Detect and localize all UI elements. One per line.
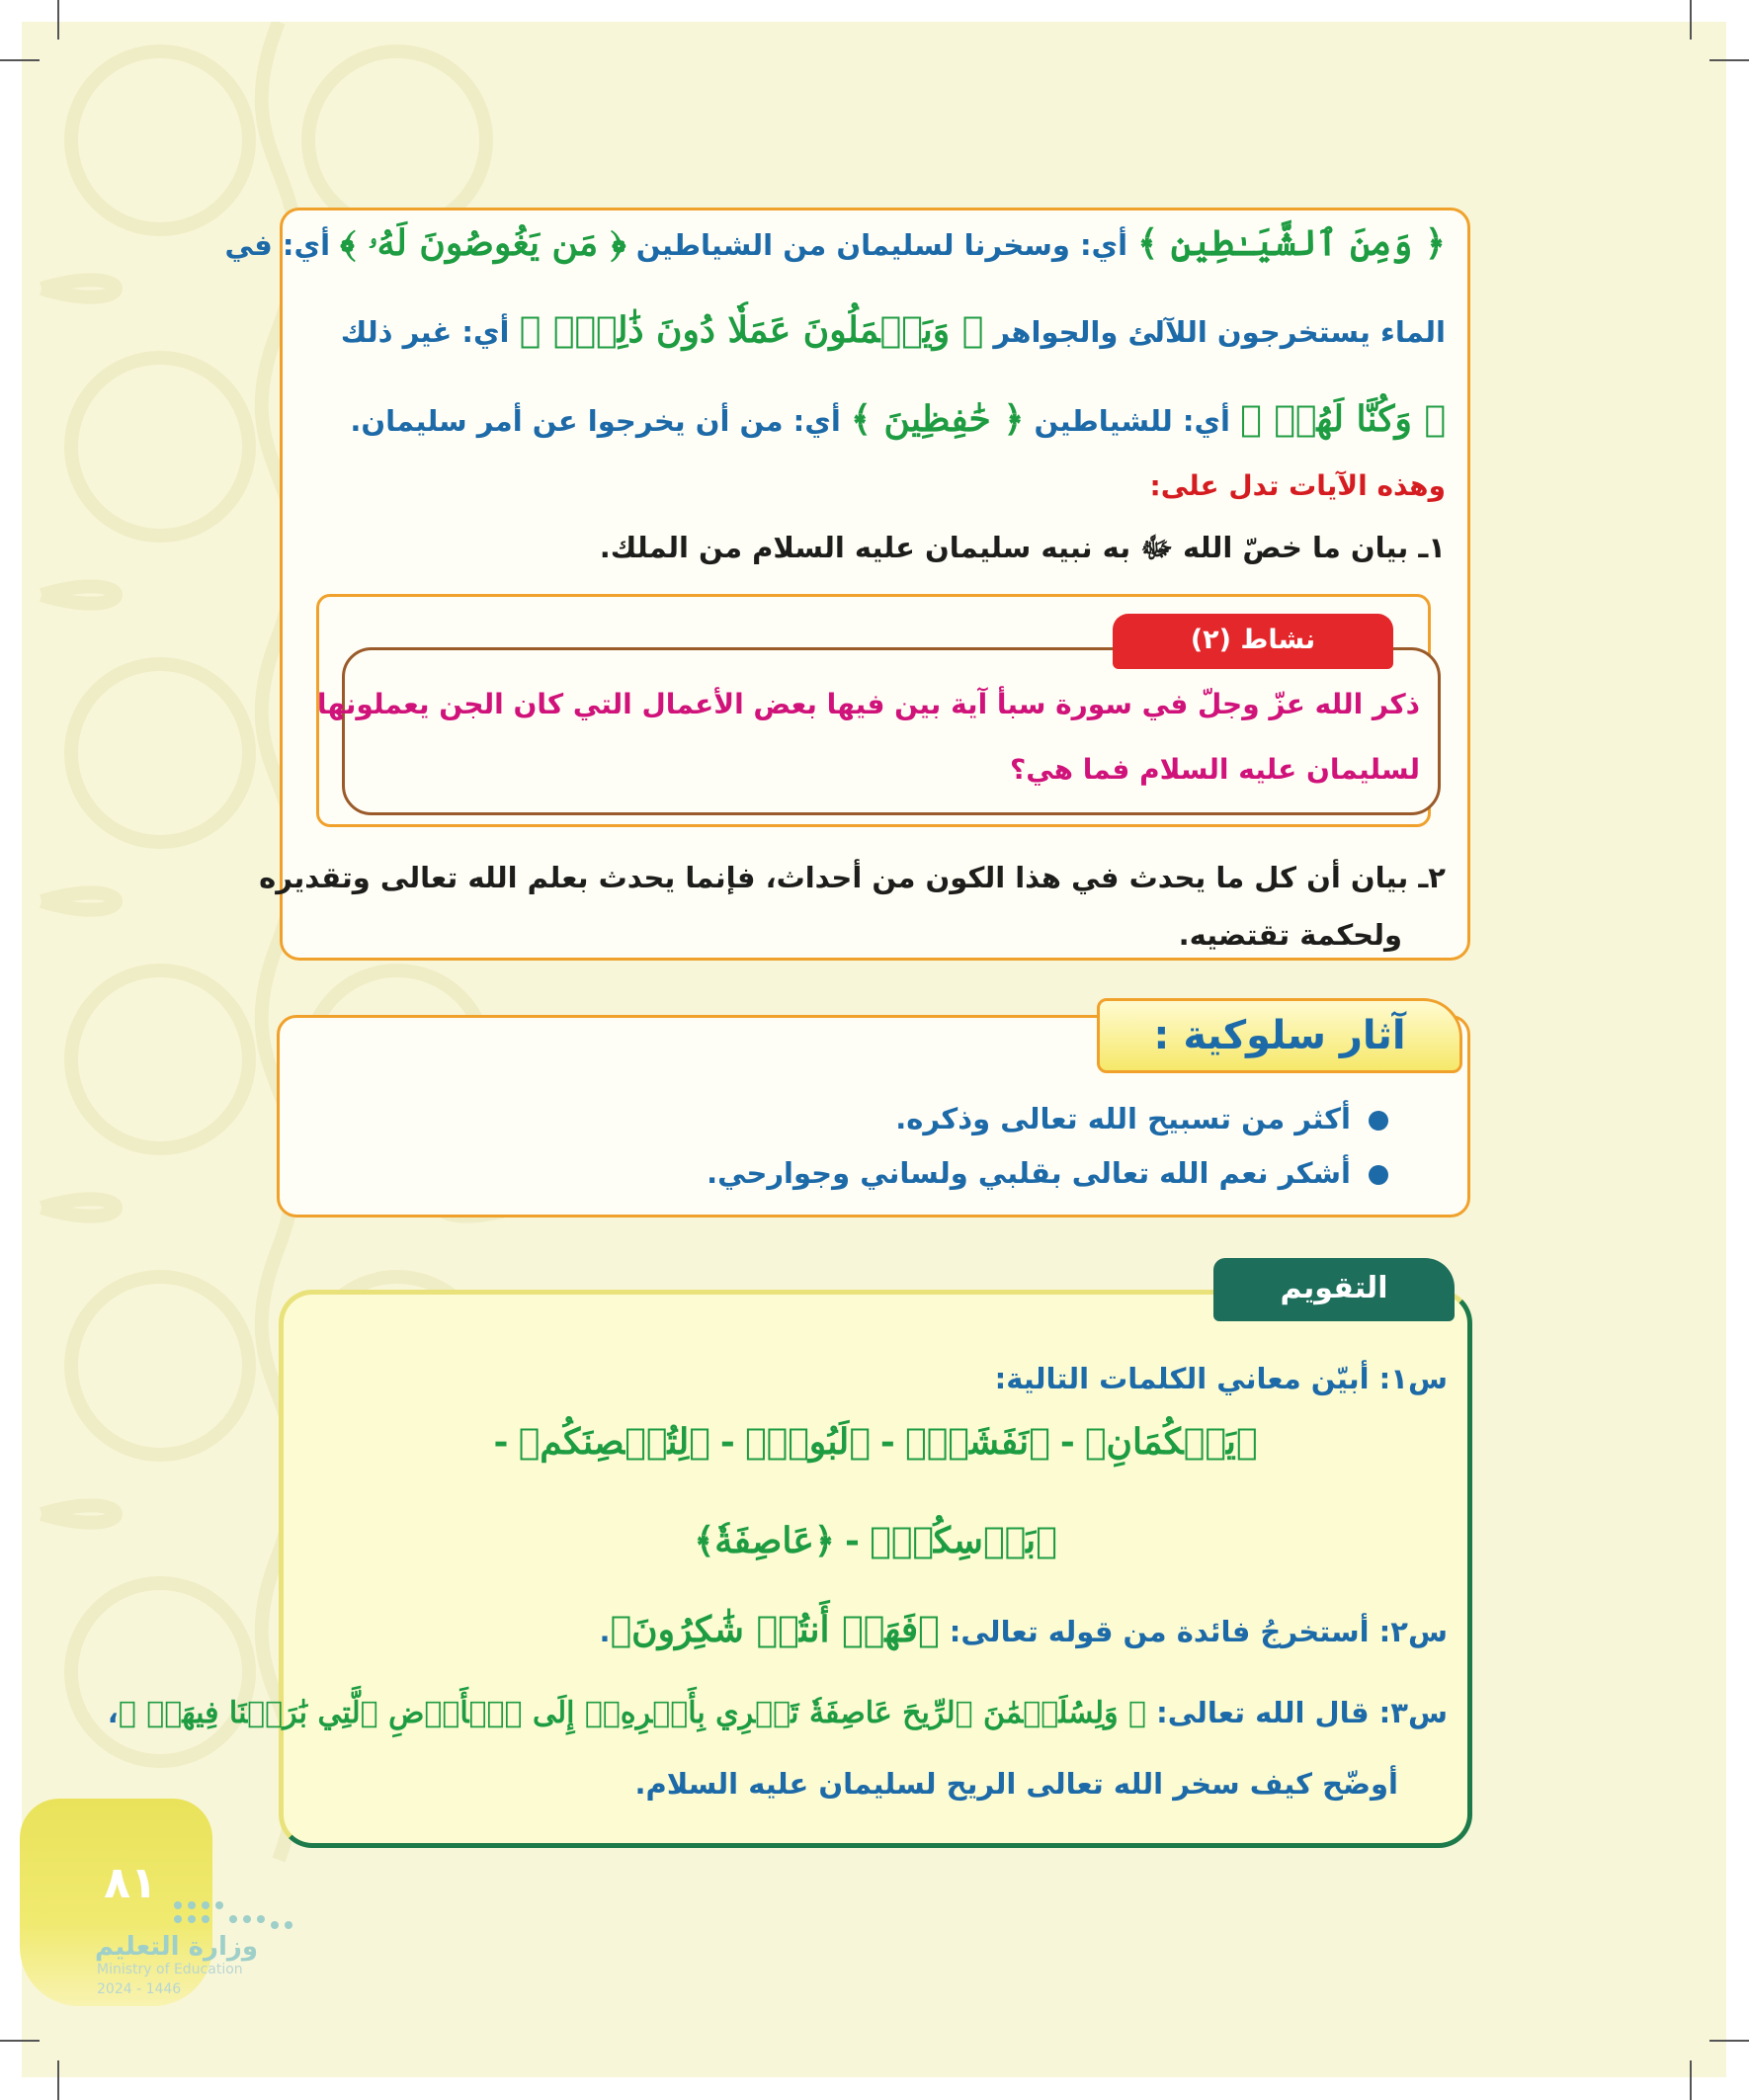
words-row-1	[284, 1421, 1467, 1463]
lesson-2-line-2: ولحكمة تقتضيه.	[1178, 918, 1402, 952]
question-3-text: س٣: قال الله تعالى:	[1146, 1696, 1448, 1729]
page-number: ٨١	[104, 1858, 157, 1908]
tafsir-box	[224, 208, 1470, 961]
word: ﴿بَأۡسِكُمۡ﴾	[870, 1520, 1057, 1561]
word-separator: -	[879, 1421, 895, 1463]
question-2	[284, 1609, 1448, 1650]
word: ﴿يَحۡكُمَانِ﴾	[1084, 1421, 1258, 1463]
word: ﴿عَاصِفَةٗ﴾	[694, 1520, 835, 1561]
crop-mark	[1690, 0, 1692, 40]
ayah-text: ﴿ وَكُنَّا لَهُمۡ ﴾	[1240, 398, 1446, 440]
words-row-2	[284, 1520, 1467, 1561]
word-separator: -	[1059, 1421, 1075, 1463]
bullet-icon	[1369, 1111, 1388, 1131]
ayah-text: ﴿فَهَلۡ أَنتُمۡ شَٰكِرُونَ﴾	[610, 1609, 940, 1650]
activity-box	[316, 647, 1441, 815]
tafsir-line-1	[224, 222, 1446, 265]
effects-item-1	[280, 1102, 1388, 1135]
ayah-text: ﴿ حَٰفِظِينَ ﴾	[850, 398, 1025, 440]
question-3	[107, 1696, 1448, 1730]
tafsir-line-3	[283, 398, 1446, 440]
crop-mark	[0, 59, 40, 61]
edition-year: 2024 - 1446	[97, 1981, 182, 1997]
activity-line-1: ذكر الله عزّ وجلّ في سورة سبأ آية بين فيها بعض الأعمال التي كان الجن يعملونها	[316, 688, 1420, 720]
crop-mark	[1709, 59, 1749, 61]
tafsir-text: أي: غير ذلك	[340, 315, 520, 349]
effects-item-text: أشكر نعم الله تعالى بقلبي ولساني وجوارحي.	[707, 1156, 1351, 1190]
ministry-name-en: Ministry of Education	[97, 1962, 243, 1977]
word: ﴿نَفَشَتۡ﴾	[904, 1421, 1050, 1463]
question-2-end: .	[599, 1615, 611, 1648]
effects-title	[1097, 998, 1462, 1073]
crop-mark	[57, 2060, 59, 2100]
word: ﴿لِتُحۡصِنَكُم﴾	[518, 1421, 710, 1463]
question-1: س١: أبيّن معاني الكلمات التالية:	[994, 1362, 1448, 1395]
ayah-text: ﴿ وَلِسُلَيۡمَٰنَ ٱلرِّيحَ عَاصِفَةٗ تَجۡرِي بِأَمۡرِهِۦٓ إِلَى ٱلۡأَرۡضِ ٱلَّتِي بَٰرَكۡنَا فِيهَاۚ ﴾	[118, 1696, 1146, 1730]
ayah-text: ﴿ وَيَعۡمَلُونَ عَمَلٗا دُونَ ذَٰلِكَۖ ﴾	[519, 309, 984, 351]
ayah-text: ﴿ وَمِنَ ٱلشَّيَـٰطِينِ ﴾	[1137, 222, 1446, 264]
tafsir-text: أي: للشياطين	[1024, 404, 1241, 438]
question-3-line-2: أوضّح كيف سخر الله تعالى الريح لسليمان عليه السلام.	[634, 1767, 1398, 1801]
crop-mark	[0, 2040, 40, 2042]
effects-item-2	[280, 1156, 1388, 1190]
word-separator: -	[719, 1421, 735, 1463]
tafsir-text: أي: وسخرنا لسليمان من الشياطين	[625, 228, 1138, 262]
crop-mark	[57, 0, 59, 40]
crop-mark	[1690, 2060, 1692, 2100]
ministry-logo-dots-icon	[168, 1895, 326, 1935]
tafsir-text: أي: من أن يخرجوا عن أمر سليمان.	[350, 404, 851, 438]
evaluation-title	[1213, 1258, 1455, 1321]
effects-item-text: أكثر من تسبيح الله تعالى وذكره.	[895, 1102, 1351, 1135]
word-separator: -	[845, 1520, 860, 1561]
effects-title-text: آثار سلوكية :	[1153, 1013, 1406, 1058]
tafsir-line-2	[283, 309, 1446, 351]
ayah-text: ﴿ مَن يَغُوصُونَ لَهُۥ ﴾	[340, 222, 626, 264]
tafsir-text: الماء يستخرجون اللآلئ والجواهر	[983, 315, 1446, 349]
lessons-title: وهذه الآيات تدل على:	[1149, 469, 1446, 502]
crop-mark	[1709, 2040, 1749, 2042]
word: ﴿لَبُوسٖ﴾	[744, 1421, 871, 1463]
activity-line-2: لسليمان عليه السلام فما هي؟	[1010, 753, 1420, 786]
lesson-1: ١ـ بيان ما خصّ الله ﷻ به نبيه سليمان عليه السلام من الملك.	[599, 531, 1446, 564]
lesson-2-line-1: ٢ـ بيان أن كل ما يحدث في هذا الكون من أحداث، فإنما يحدث بعلم الله تعالى وتقديره	[259, 861, 1446, 894]
evaluation-box	[107, 1290, 1472, 1848]
question-2-text: س٢: أستخرجُ فائدة من قوله تعالى:	[939, 1615, 1448, 1648]
question-3-end: ،	[107, 1696, 119, 1729]
activity-label: نشاط (٢)	[1113, 614, 1393, 669]
bullet-icon	[1369, 1165, 1388, 1185]
word-separator: -	[493, 1421, 509, 1463]
tafsir-text: أي: في	[224, 228, 341, 262]
ministry-name-ar: وزارة التعليم	[95, 1932, 258, 1962]
evaluation-title-text: التقويم	[1280, 1271, 1388, 1305]
